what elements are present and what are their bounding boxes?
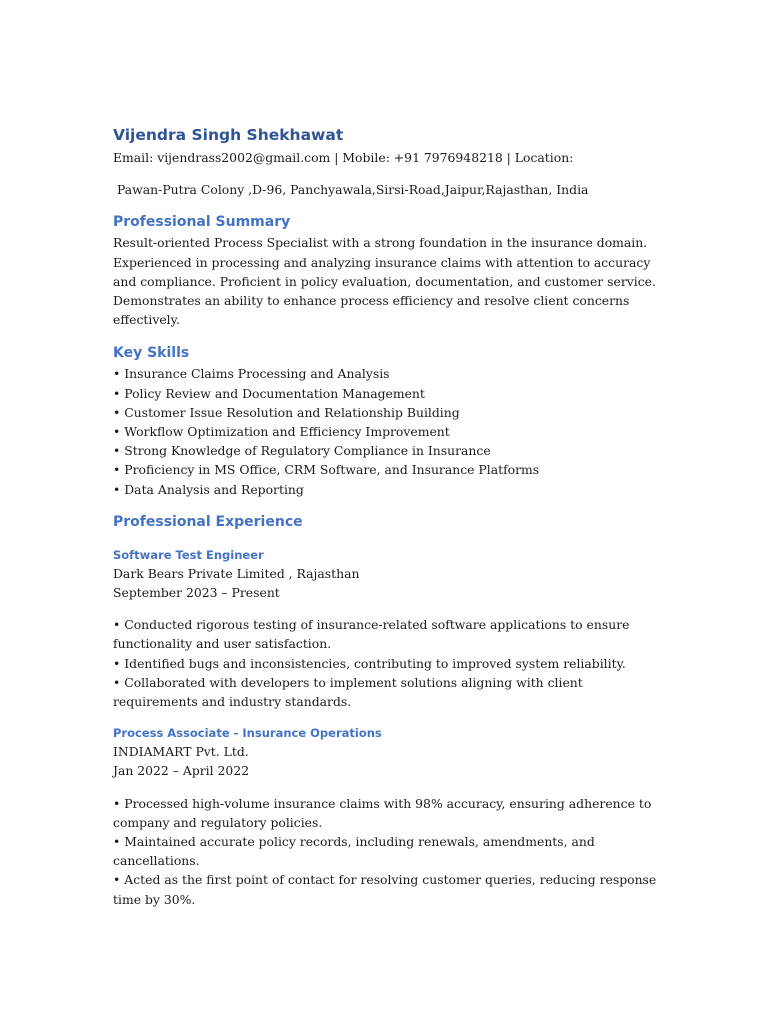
- skill-item: • Data Analysis and Reporting: [113, 481, 304, 497]
- skills-heading: Key Skills: [113, 345, 190, 362]
- job-bullet: • Conducted rigorous testing of insurance-related software applications to ensure functionality and user satisfaction.: [113, 617, 630, 652]
- job-company: Dark Bears Private Limited , Rajasthan: [113, 565, 360, 581]
- job-bullet: • Collaborated with developers to implement solutions aligning with client requirements and industry standards.: [113, 674, 583, 710]
- job-bullet: • Acted as the first point of contact for resolving customer queries, reducing response time by 30%.: [113, 872, 657, 907]
- job-dates: September 2023 – Present: [113, 585, 280, 601]
- skills-list: [113, 364, 658, 498]
- resume-document: [113, 124, 658, 909]
- skill-item: • Strong Knowledge of Regulatory Compliance in Insurance: [113, 443, 491, 459]
- skill-item: • Workflow Optimization and Efficiency Improvement: [113, 424, 450, 440]
- summary-text: Result-oriented Process Specialist with a strong foundation in the insurance domain. Experienced in processing and analyzing insurance claims with attention to accuracy and compliance. Proficient in policy evaluation, documentation, and customer service. Demonstrates an ability to enhance process efficiency and resolve client concerns effectively.: [113, 235, 656, 328]
- job-bullets: [113, 615, 658, 711]
- job-dates: Jan 2022 – April 2022: [113, 763, 250, 779]
- job-company: INDIAMART Pvt. Ltd.: [113, 744, 249, 760]
- job-bullets: [113, 794, 658, 909]
- contact-line: Email: vijendrass2002@gmail.com | Mobile: +91 7976948218 | Location:: [113, 150, 574, 165]
- skill-item: • Insurance Claims Processing and Analysis: [113, 366, 390, 382]
- skill-item: • Proficiency in MS Office, CRM Software, and Insurance Platforms: [113, 462, 540, 478]
- summary-heading: Professional Summary: [113, 214, 291, 231]
- address-line: Pawan-Putra Colony ,D-96, Panchyawala,Sirsi-Road,Jaipur,Rajasthan, India: [117, 182, 589, 198]
- candidate-name: Vijendra Singh Shekhawat: [113, 126, 344, 144]
- job-role: Process Associate - Insurance Operations: [113, 726, 382, 741]
- job-role: Software Test Engineer: [113, 547, 264, 562]
- skill-item: • Customer Issue Resolution and Relationship Building: [113, 404, 460, 420]
- job-bullet: • Processed high-volume insurance claims with 98% accuracy, ensuring adherence to company and regulatory policies.: [113, 795, 652, 830]
- experience-heading: Professional Experience: [113, 513, 303, 530]
- job-bullet: • Identified bugs and inconsistencies, contributing to improved system reliability.: [113, 655, 626, 671]
- skill-item: • Policy Review and Documentation Management: [113, 385, 425, 401]
- job-bullet: • Maintained accurate policy records, including renewals, amendments, and cancellations.: [113, 834, 595, 869]
